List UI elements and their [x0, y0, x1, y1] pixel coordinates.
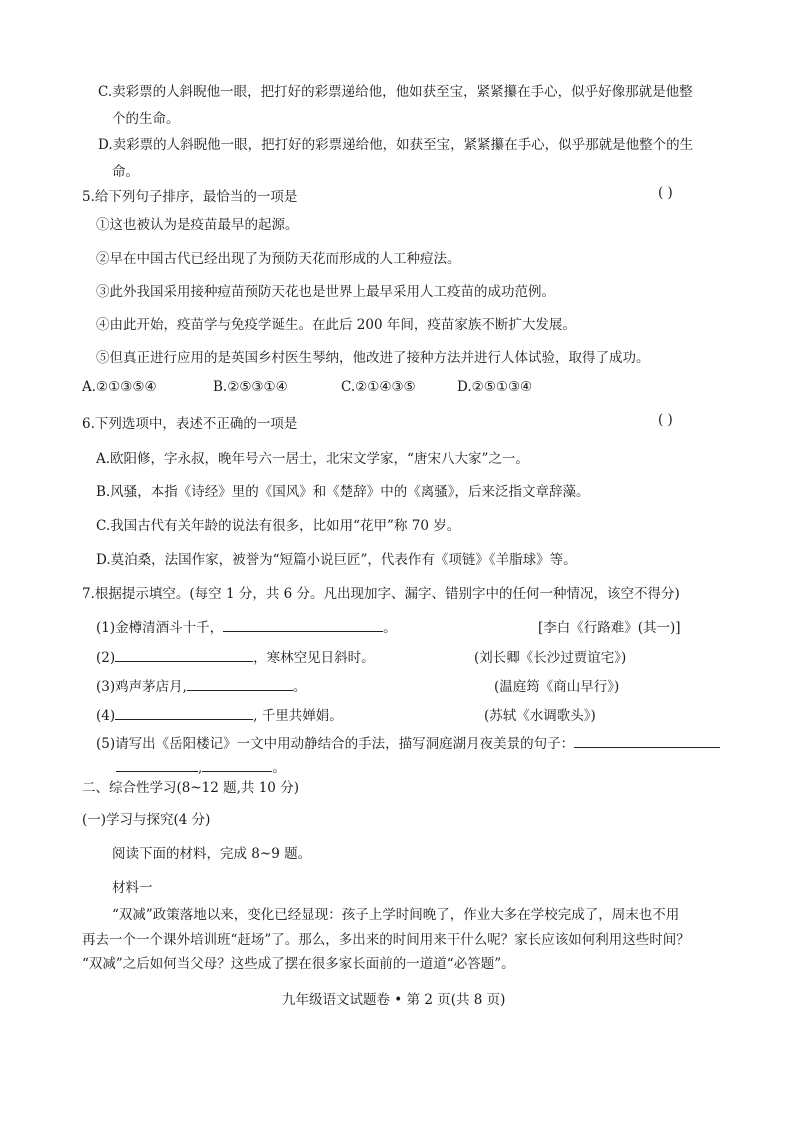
material-1-para-line1: “双减”政策落地以来，变化已经显现：孩子上学时间晚了，作业大多在学校完成了，周末也不用 [112, 907, 680, 923]
q5-option-b: B.②⑤③①④ [213, 379, 288, 395]
q6-answer-paren[interactable]: ( ) [658, 412, 673, 428]
page-footer: 九年级语文试题卷 • 第 2 页(共 8 页) [282, 992, 506, 1008]
q5-option-d: D.②⑤①③④ [457, 379, 533, 395]
q7-stem: 7.根据提示填空。(每空 1 分，共 6 分。凡出现加字、漏字、错别字中的任何一种情况，该空不得分) [82, 586, 680, 602]
q5-stem: 5.给下列句子排序，最恰当的一项是 [82, 189, 298, 205]
q7-item-2-suffix: ，寒林空见日斜时。 [253, 650, 375, 666]
q5-option-c: C.②①④③⑤ [341, 379, 416, 395]
q7-item-4-prefix: (4) [96, 708, 116, 724]
q7-item-4-suffix: , 千里共婵娟。 [253, 708, 343, 724]
q5-sentence-1: ①这也被认为是疫苗最早的起源。 [96, 217, 299, 233]
q7-item-1 [96, 616, 397, 636]
q7-item-3 [96, 675, 306, 695]
q7-item-5-sep: , [198, 760, 203, 776]
q7-item-4 [96, 704, 343, 724]
q7-item-3-source: (温庭筠《商山早行》) [494, 679, 620, 695]
q6-option-c: C.我国古代有关年龄的说法有很多，比如用“花甲”称 70 岁。 [96, 518, 461, 534]
q7-item-1-source: [李白《行路难》(其一)] [538, 620, 681, 636]
q4-option-d-line1: D.卖彩票的人斜睨他一眼，把打好的彩票递给他，如获至宝，紧紧攥在手心，似乎那就是他整个的生 [98, 137, 694, 153]
q4-option-c-line1: C.卖彩票的人斜睨他一眼，把打好的彩票递给他，他如获至宝，紧紧攥在手心，似乎好像那就是他整 [98, 84, 693, 100]
q7-item-5-blank-2[interactable] [116, 757, 198, 772]
q7-item-4-source: (苏轼《水调歌头》) [484, 708, 596, 724]
q7-item-1-suffix: 。 [383, 620, 397, 636]
q7-item-5 [96, 732, 720, 752]
q7-item-2-blank[interactable] [115, 647, 253, 662]
q6-option-b: B.风骚，本指《诗经》里的《国风》和《楚辞》中的《离骚》，后来泛指文章辞藻。 [96, 484, 590, 500]
q7-item-4-blank[interactable] [115, 705, 253, 720]
q7-item-5-cont [116, 756, 286, 776]
q7-item-3-suffix: 。 [292, 679, 307, 695]
q5-answer-paren[interactable]: ( ) [658, 185, 673, 201]
reading-instruction: 阅读下面的材料，完成 8~9 题。 [112, 846, 312, 862]
material-1-para-line3: “双减”之后如何当父母？这些成了摆在很多家长面前的一道道“必答题”。 [82, 956, 515, 972]
q5-sentence-4: ④由此开始，疫苗学与免疫学诞生。在此后 200 年间，疫苗家族不断扩大发展。 [96, 317, 576, 333]
q7-item-1-prefix: (1)金樽清酒斗十千， [96, 620, 224, 636]
q7-item-3-prefix: (3)鸡声茅店月, [96, 679, 187, 695]
q6-stem: 6.下列选项中，表述不正确的一项是 [82, 416, 298, 432]
q7-item-1-blank[interactable] [223, 617, 383, 632]
q7-item-5-blank-3[interactable] [202, 757, 272, 772]
section-2-subtitle: (一)学习与探究(4 分) [82, 812, 211, 828]
material-1-heading: 材料一 [112, 880, 153, 896]
q7-item-3-blank[interactable] [187, 676, 293, 691]
q6-option-a: A.欧阳修，字永叔，晚年号六一居士，北宋文学家，“唐宋八大家”之一。 [96, 451, 529, 467]
q7-item-5-end: 。 [272, 760, 286, 776]
q4-option-c-line2: 个的生命。 [112, 111, 180, 127]
q5-sentence-2: ②早在中国古代已经出现了为预防天花而形成的人工种痘法。 [96, 251, 461, 267]
q4-option-d-line2: 命。 [112, 164, 139, 180]
q7-item-2-prefix: (2) [96, 650, 116, 666]
q7-item-5-prompt: (5)请写出《岳阳楼记》一文中用动静结合的手法，描写洞庭湖月夜美景的句子： [96, 736, 575, 752]
material-1-para-line2: 再去一个一个课外培训班“赶场”了。那么，多出来的时间用来干什么呢？家长应该如何利用这些时间？ [82, 932, 690, 948]
q7-item-2 [96, 646, 375, 666]
q5-sentence-3: ③此外我国采用接种痘苗预防天花也是世界上最早采用人工疫苗的成功范例。 [96, 284, 555, 300]
section-2-title: 二、综合性学习(8~12 题,共 10 分) [82, 780, 299, 796]
q5-sentence-5: ⑤但真正进行应用的是英国乡村医生琴纳，他改进了接种方法并进行人体试验，取得了成功。 [96, 350, 650, 366]
q7-item-2-source: (刘长卿《长沙过贾谊宅》) [474, 650, 627, 666]
q7-item-5-blank-1[interactable] [574, 733, 720, 748]
q6-option-d: D.莫泊桑，法国作家，被誉为“短篇小说巨匠”，代表作有《项链》《羊脂球》等。 [96, 552, 577, 568]
q5-option-a: A.②①③⑤④ [82, 379, 157, 395]
